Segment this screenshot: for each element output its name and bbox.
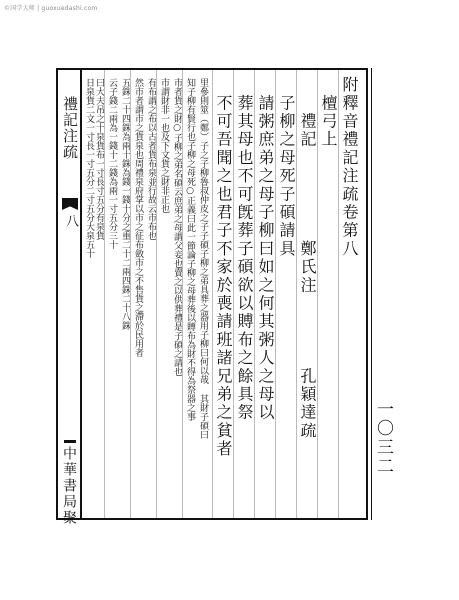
column-rule [296, 70, 297, 518]
spine-juan-number: 八 [63, 214, 78, 227]
commentary-column-10: 日泉貨二文一寸長一寸五分二寸五分大泉五十 [84, 78, 94, 258]
commentary-column-5: 有布謂之布以古者貨布泉並行故云市布也 [146, 78, 156, 240]
spine-title: 禮記注疏 [61, 96, 79, 160]
text-column-5: 請粥庶弟之母子柳曰如之何其粥人之母以 [256, 76, 275, 422]
spine-publisher: 中華書局聚 [61, 446, 77, 526]
column-rule [275, 70, 276, 518]
column-rule [317, 70, 318, 518]
commentary-column-8: 云子錢二兩為一錢十二錢為兩一寸五分三十 [107, 78, 117, 249]
frame-right-edge [367, 68, 372, 520]
column-rule [254, 70, 255, 518]
commentary-column-2: 知子柳有賢行也子柳之母死○正義曰此一節論子柳之母葬後以賻布為財不得為祭器之事 [185, 78, 195, 421]
column-rule [130, 70, 131, 518]
commentary-column-1: 里參則筮（鄭）子之子柳魯叔仲皮之子子碩子柳之弟具葬之器用子柳曰何以哉 其財子碩曰 [198, 78, 208, 439]
page-number: 一〇三二 [373, 400, 393, 476]
text-column-4: 子柳之母死子碩請具 [277, 76, 296, 258]
commentary-column-6: 然市者謂市之貨泉也周禮泉府掌以市之征布斂市之不售貨之滯於民用者 [133, 78, 143, 357]
commentary-column-9: 曰大夫吊之十泉貨布一寸長寸五分有泉貨 [94, 78, 104, 240]
text-column-2: 檀弓上 [319, 76, 338, 149]
commentary-column-7: 五銖二十四銖為兩十銖為錢一錢十分之重二十二兩四銖二十八銖 [120, 78, 130, 330]
watermark: ©国学大师 | guoxuedashi.com [4, 5, 98, 12]
spine-divider [64, 440, 76, 443]
column-rule [156, 70, 157, 518]
text-column-6: 葬其母也不可旣葬子碩欲以賻布之餘具祭 [235, 76, 254, 422]
column-rule [182, 70, 183, 518]
text-column-3: 禮記 鄭氏注 孔穎達疏 [298, 76, 317, 440]
commentary-column-3: 市者貨之財○子柳之弟名碩云庶弟之母謂父妾也賣之以供葬禮是子碩之請也 [172, 78, 182, 376]
column-rule [212, 70, 213, 518]
text-column-1: 附釋音禮記注疏卷第八 [340, 76, 359, 258]
commentary-column-4: 市謂財非一也及下文貨之財非正也 [159, 78, 169, 213]
column-rule [233, 70, 234, 518]
column-rule [104, 70, 105, 518]
text-column-7: 不可吾聞之也君子不家於喪請班諸兄弟之貧者 [214, 76, 233, 459]
column-rule [338, 70, 339, 518]
